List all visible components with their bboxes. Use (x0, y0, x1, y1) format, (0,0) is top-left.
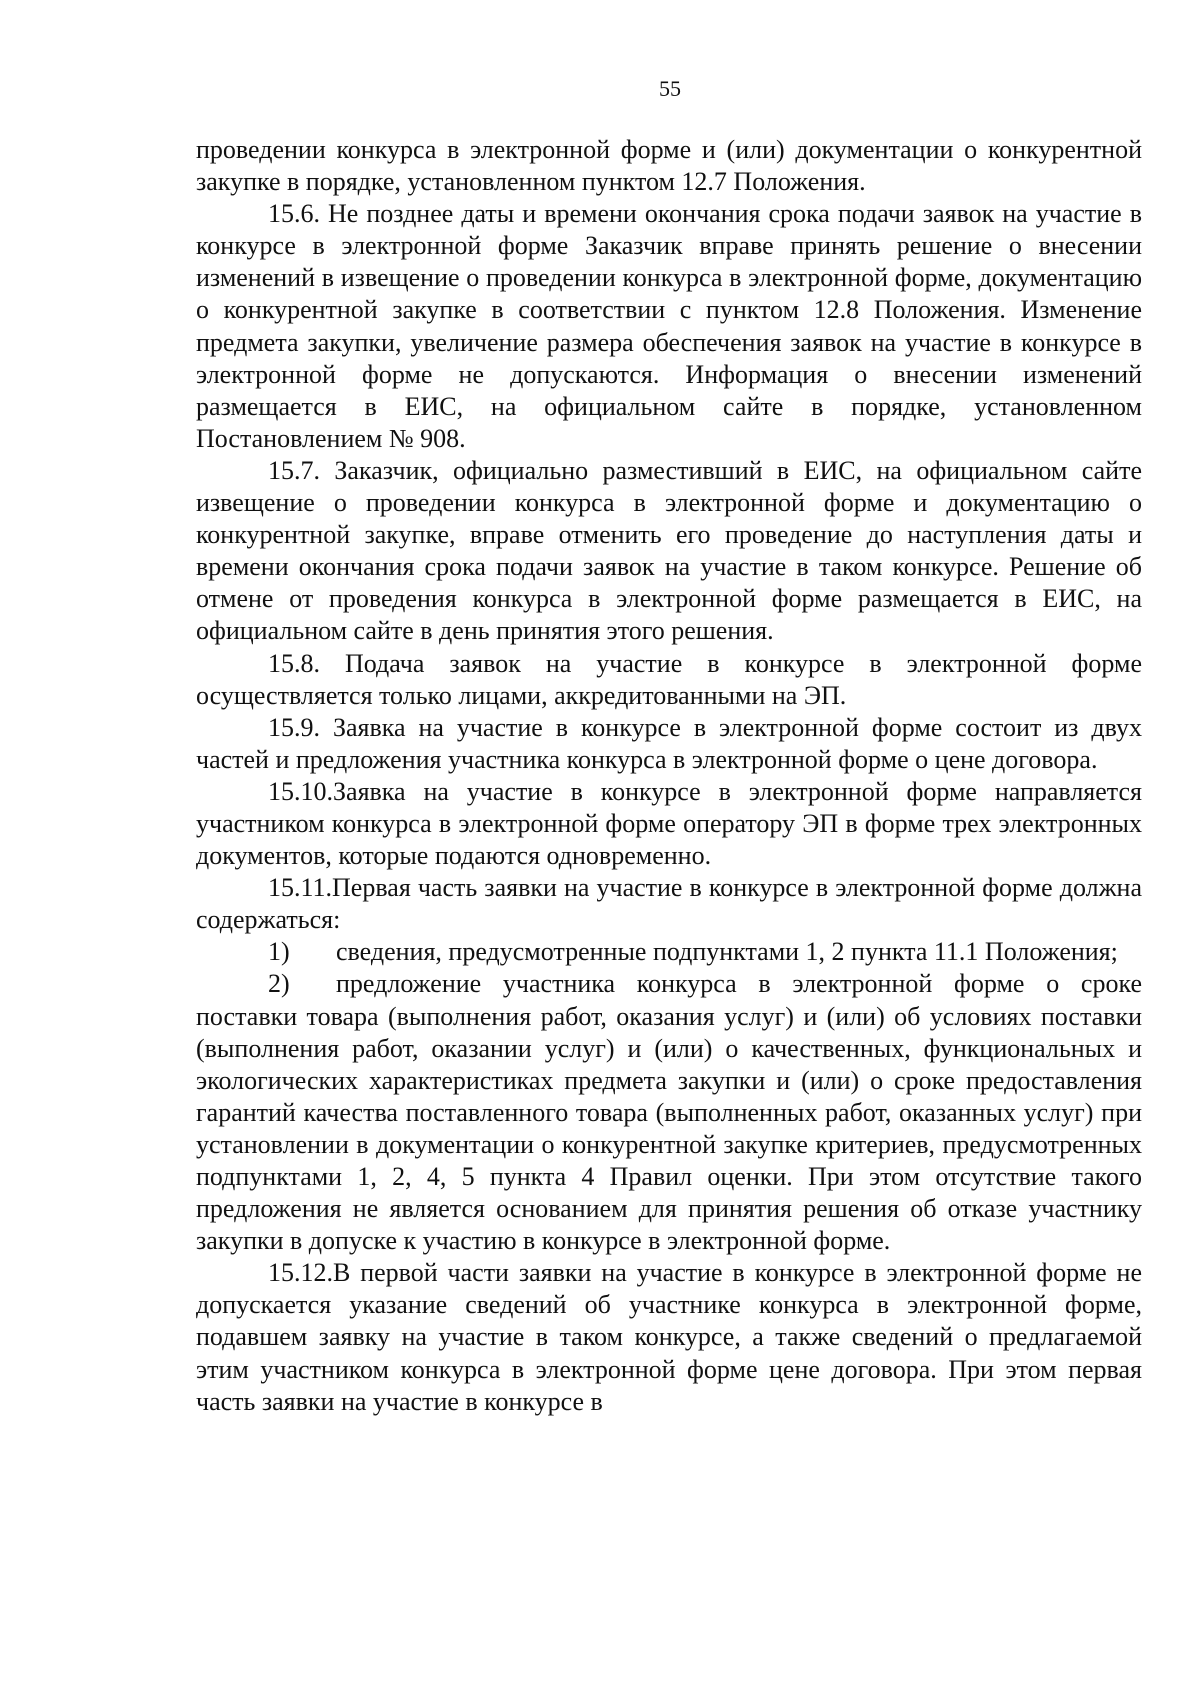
paragraph-15-11: 15.11.Первая часть заявки на участие в конкурсе в электронной форме должна содержаться: (196, 873, 1142, 935)
paragraph-15-6: 15.6. Не позднее даты и времени окончания срока подачи заявок на участие в конкурсе в электронной форме Заказчик вправе принять решение о внесении изменений в извещение о проведении конкурса в электронной форме, документацию о конкурентной закупке в соответствии с пунктом 12.8 Положения. Изменение предмета закупки, увеличение размера обеспечения заявок на участие в конкурсе в электронной форме не допускаются. Информация о внесении изменений размещается в ЕИС, на официальном сайте в порядке, установленном Постановлением № 908. (196, 199, 1142, 453)
paragraph-15-12: 15.12.В первой части заявки на участие в конкурсе в электронной форме не допускается указание сведений об участнике конкурса в электронной форме, подавшем заявку на участие в таком конкурсе, а также сведений о предлагаемой этим участником конкурса в электронной форме цене договора. При этом первая часть заявки на участие в конкурсе в (196, 1258, 1142, 1416)
paragraph-continuation: проведении конкурса в электронной форме и (или) документации о конкурентной закупке в порядке, установленном пунктом 12.7 Положения. (196, 135, 1142, 197)
list-item-text: сведения, предусмотренные подпунктами 1, 2 пункта 11.1 Положения; (336, 937, 1118, 967)
paragraph-15-10: 15.10.Заявка на участие в конкурсе в электронной форме направляется участником конкурса в электронной форме оператору ЭП в форме трех электронных документов, которые подаются одновременно. (196, 776, 1142, 871)
list-item-number: 1) (268, 937, 290, 967)
page-number: 55 (659, 76, 681, 101)
paragraph-15-8: 15.8. Подача заявок на участие в конкурсе в электронной форме осуществляется только лицами, аккредитованными на ЭП. (196, 648, 1142, 710)
list-item-text: предложение участника конкурса в электронной форме о сроке поставки товара (выполнения работ, оказания услуг) и (или) об условиях поставки (выполнения работ, оказании услуг) и (или) о качественных, функциональных и экологических характеристиках предмета закупки и (или) о сроке предоставления гарантий качества поставленного товара (выполненных работ, оказанных услуг) при установлении в документации о конкурентной закупке критериев, предусмотренных подпунктами 1, 2, 4, 5 пункта 4 Правил оценки. При этом отсутствие такого предложения не является основанием для принятия решения об отказе участнику закупки в допуске к участию в конкурсе в электронной форме. (196, 969, 1142, 1256)
paragraph-15-9: 15.9. Заявка на участие в конкурсе в электронной форме состоит из двух частей и предложения участника конкурса в электронной форме о цене договора. (196, 712, 1142, 774)
list-item-number: 2) (268, 969, 290, 999)
document-body (196, 134, 1142, 1418)
list-item-1 (196, 936, 1142, 968)
list-item-2 (196, 968, 1142, 1257)
paragraph-15-7: 15.7. Заказчик, официально разместивший в ЕИС, на официальном сайте извещение о проведении конкурса в электронной форме и документацию о конкурентной закупке, вправе отменить его проведение до наступления даты и времени окончания срока подачи заявок на участие в таком конкурсе. Решение об отмене от проведения конкурса в электронной форме размещается в ЕИС, на официальном сайте в день принятия этого решения. (196, 455, 1142, 646)
